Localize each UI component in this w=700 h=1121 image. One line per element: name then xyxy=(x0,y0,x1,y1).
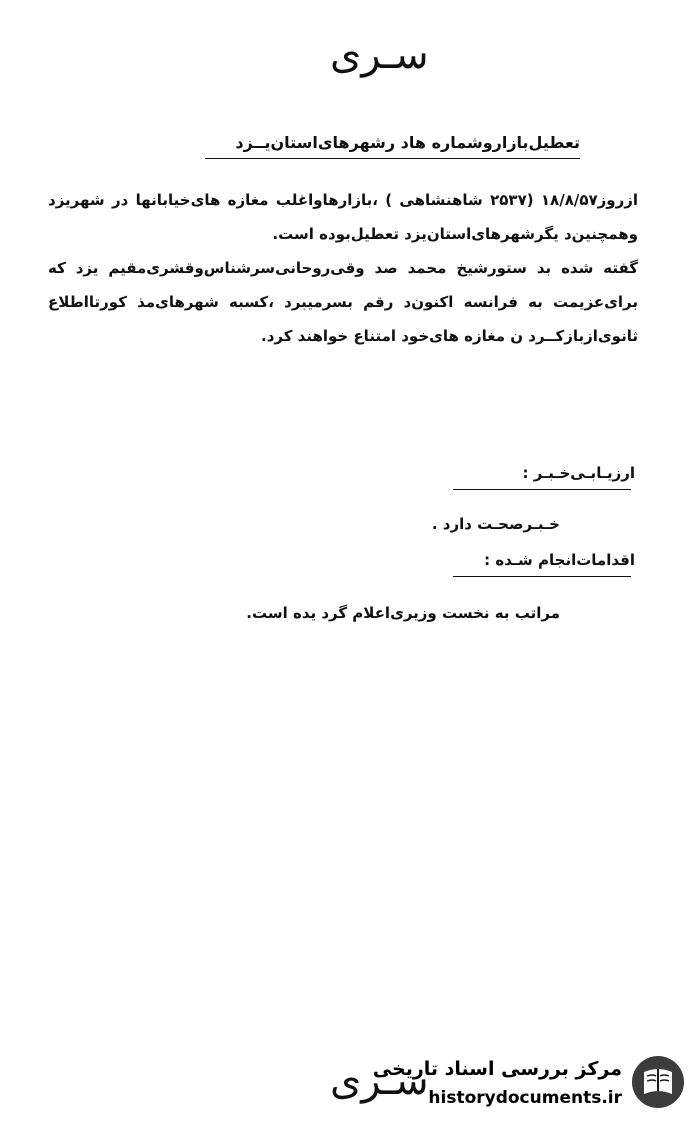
evaluation-label: ارزیـابـی‌خـبـر : xyxy=(522,464,635,482)
actions-label: اقدامات‌انجام شـده : xyxy=(484,551,635,569)
body-paragraph-2: گفته شده بد ستورشیخ محمد صد وقی‌روحانی‌سرشناس‌وقشری‌مقیم یزد که برای‌عزیمت به فرانسه اکنون‌د رقم بسرمیبرد ،کسبه شهرهای‌مذ کورتااطلاع ثانوی‌ازبازکــرد ن مغازه های‌خود امتناع خواهند کرد. xyxy=(48,259,638,345)
watermark-org-name: مرکز بررسی اسناد تاریخی xyxy=(372,1058,622,1080)
evaluation-value: خـبـرصحـت دارد . xyxy=(431,515,560,533)
classification-stamp-top: سـرى xyxy=(330,32,429,78)
actions-underline xyxy=(453,576,631,577)
actions-value: مراتب به نخست وزیری‌اعلام گرد یده است. xyxy=(246,604,560,622)
classification-stamp-bottom: سـرى xyxy=(330,1058,429,1104)
document-body xyxy=(48,183,638,353)
title-underline xyxy=(205,158,580,159)
watermark-url: historydocuments.ir xyxy=(428,1088,622,1108)
body-paragraph-1: ازروز۱۸/۸/۵۷ (۲۵۳۷ شاهنشاهی ) ،بازارهاواغلب مغازه های‌خیابانها در شهریزد وهمچنین‌د یگرشهرهای‌استان‌یزد تعطیل‌بوده است. xyxy=(48,191,639,243)
document-title: تعطیل‌بازاروشماره هاد رشهرهای‌استان‌یــزد xyxy=(235,133,580,152)
book-scroll-logo-icon xyxy=(630,1054,686,1110)
evaluation-underline xyxy=(453,489,631,490)
